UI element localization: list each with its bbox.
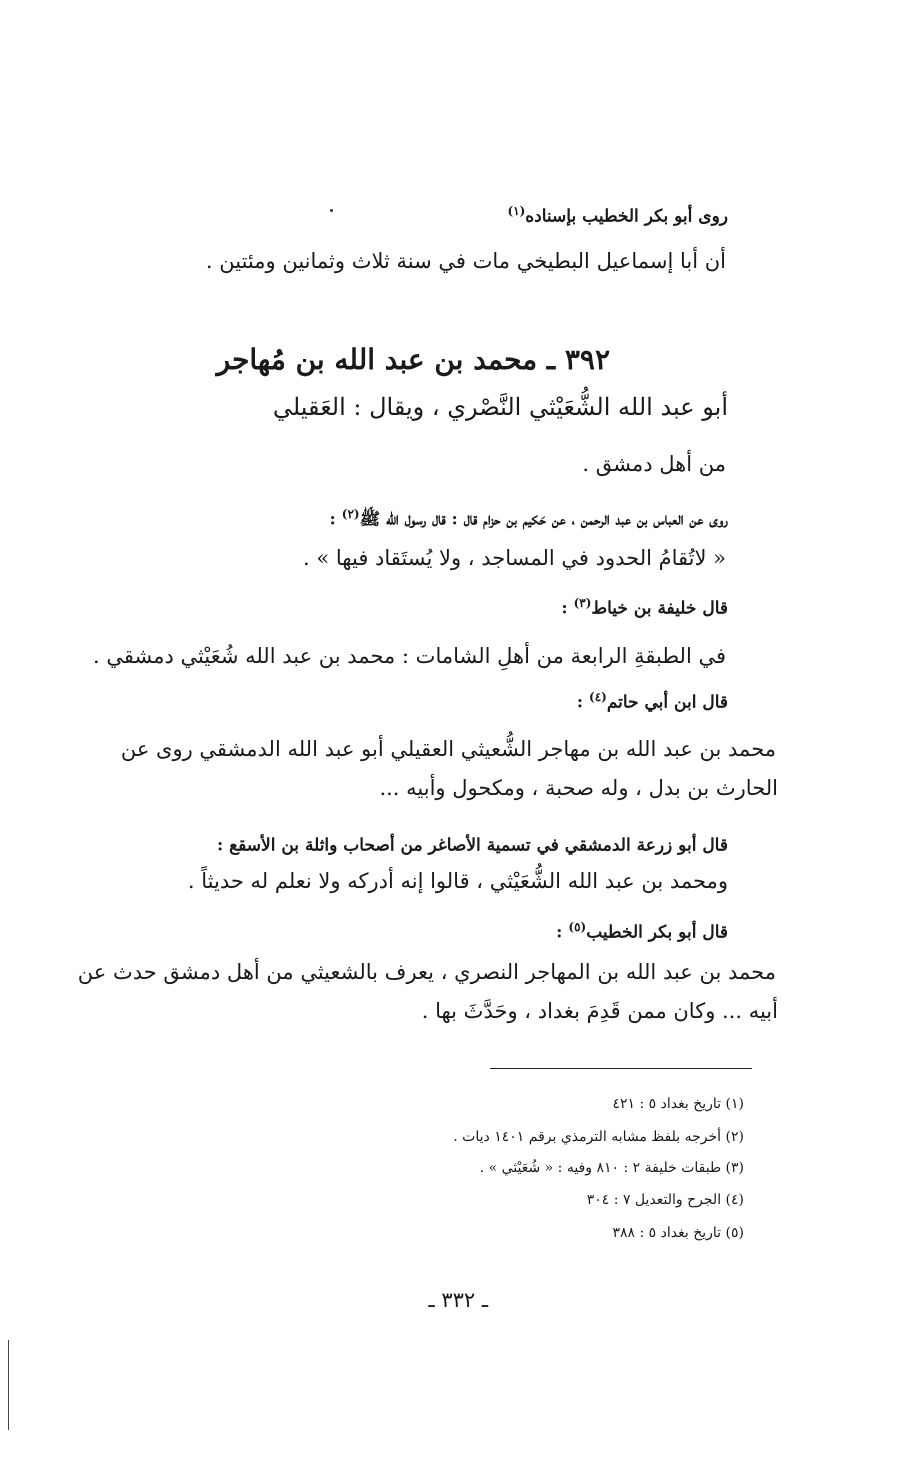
section-heading-text: قال أبو زرعة الدمشقي في تسمية الأصاغر من أصحاب واثلة بن الأسقع :: [216, 835, 728, 856]
section-heading-suffix: :: [329, 509, 342, 530]
scan-edge-mark: [8, 1340, 9, 1430]
section-heading: [577, 690, 728, 713]
section-heading-suffix: :: [556, 922, 569, 943]
section-heading-suffix: :: [561, 598, 574, 619]
page-number: ـ ٣٣٢ ـ: [428, 1288, 488, 1312]
section-heading-text: روى عن العباس بن عبد الرحمن ، عن حَكيم بن حزام قال : قال رسول الله ﷺ: [359, 509, 728, 530]
section-text: محمد بن عبد الله بن مهاجر الشُّعيثي العقيلي أبو عبد الله الدمشقي روى عن: [120, 737, 776, 761]
section-heading-text: قال ابن أبي حاتم: [606, 692, 728, 713]
entry-title: ٣٩٢ ـ محمد بن عبد الله بن مُهاجر: [216, 343, 610, 376]
footnote: (٤) الجرح والتعديل ٧ : ٣٠٤: [586, 1192, 744, 1208]
section-text: الحارث بن بدل ، وله صحبة ، ومكحول وأبيه ...: [379, 776, 778, 800]
section-heading: [561, 596, 728, 619]
footnote-ref: (٢): [341, 507, 360, 521]
section-text: « لاتُقامُ الحدود في المساجد ، ولا يُستَقاد فيها » .: [303, 546, 726, 570]
section-heading-suffix: :: [576, 692, 589, 713]
intro-narration: [507, 204, 728, 227]
section-text: ومحمد بن عبد الله الشُّعَيْثي ، قالوا إنه أدركه ولا نعلم له حديثاً .: [187, 869, 728, 893]
footnote-ref: (١): [507, 204, 526, 218]
section-heading: [330, 507, 728, 534]
section-text: في الطبقةِ الرابعة من أهلِ الشامات : محمد بن عبد الله شُعَيْثي دمشقي .: [93, 644, 726, 668]
section-heading-text: قال خليفة بن خياط: [591, 598, 728, 619]
intro-text: أن أبا إسماعيل البطيخي مات في سنة ثلاث وثمانين ومئتين .: [205, 249, 726, 273]
footnote: (٢) أخرجه بلفظ مشابه الترمذي برقم ١٤٠١ ديات .: [453, 1129, 744, 1145]
footnote-separator: [490, 1068, 752, 1069]
intro-narration-text: روى أبو بكر الخطيب بإسناده: [525, 206, 728, 227]
section-heading-text: قال أبو بكر الخطيب: [586, 922, 728, 943]
footnote-ref: (٣): [573, 596, 592, 610]
footnote: (٥) تاريخ بغداد ٥ : ٣٨٨: [612, 1225, 744, 1241]
section-text: محمد بن عبد الله بن المهاجر النصري ، يعرف بالشعيثي من أهل دمشق حدث عن: [77, 960, 776, 984]
footnote-ref: (٥): [568, 920, 587, 934]
entry-subtitle: أبو عبد الله الشُّعَيْثي النَّصْري ، ويقال : العَقيلي: [272, 393, 728, 421]
section-heading: [217, 833, 728, 856]
footnote: (٣) طبقات خليفة ٢ : ٨١٠ وفيه : « شُعَيْثي » .: [479, 1160, 744, 1176]
footnote: (١) تاريخ بغداد ٥ : ٤٢١: [612, 1096, 744, 1112]
scan-speck: [330, 209, 333, 212]
section-text: أبيه ... وكان ممن قَدِمَ بغداد ، وحَدَّثَ بها .: [421, 999, 778, 1023]
footnote-ref: (٤): [589, 690, 607, 704]
entry-origin: من أهل دمشق .: [582, 452, 726, 476]
section-heading: [556, 920, 728, 943]
